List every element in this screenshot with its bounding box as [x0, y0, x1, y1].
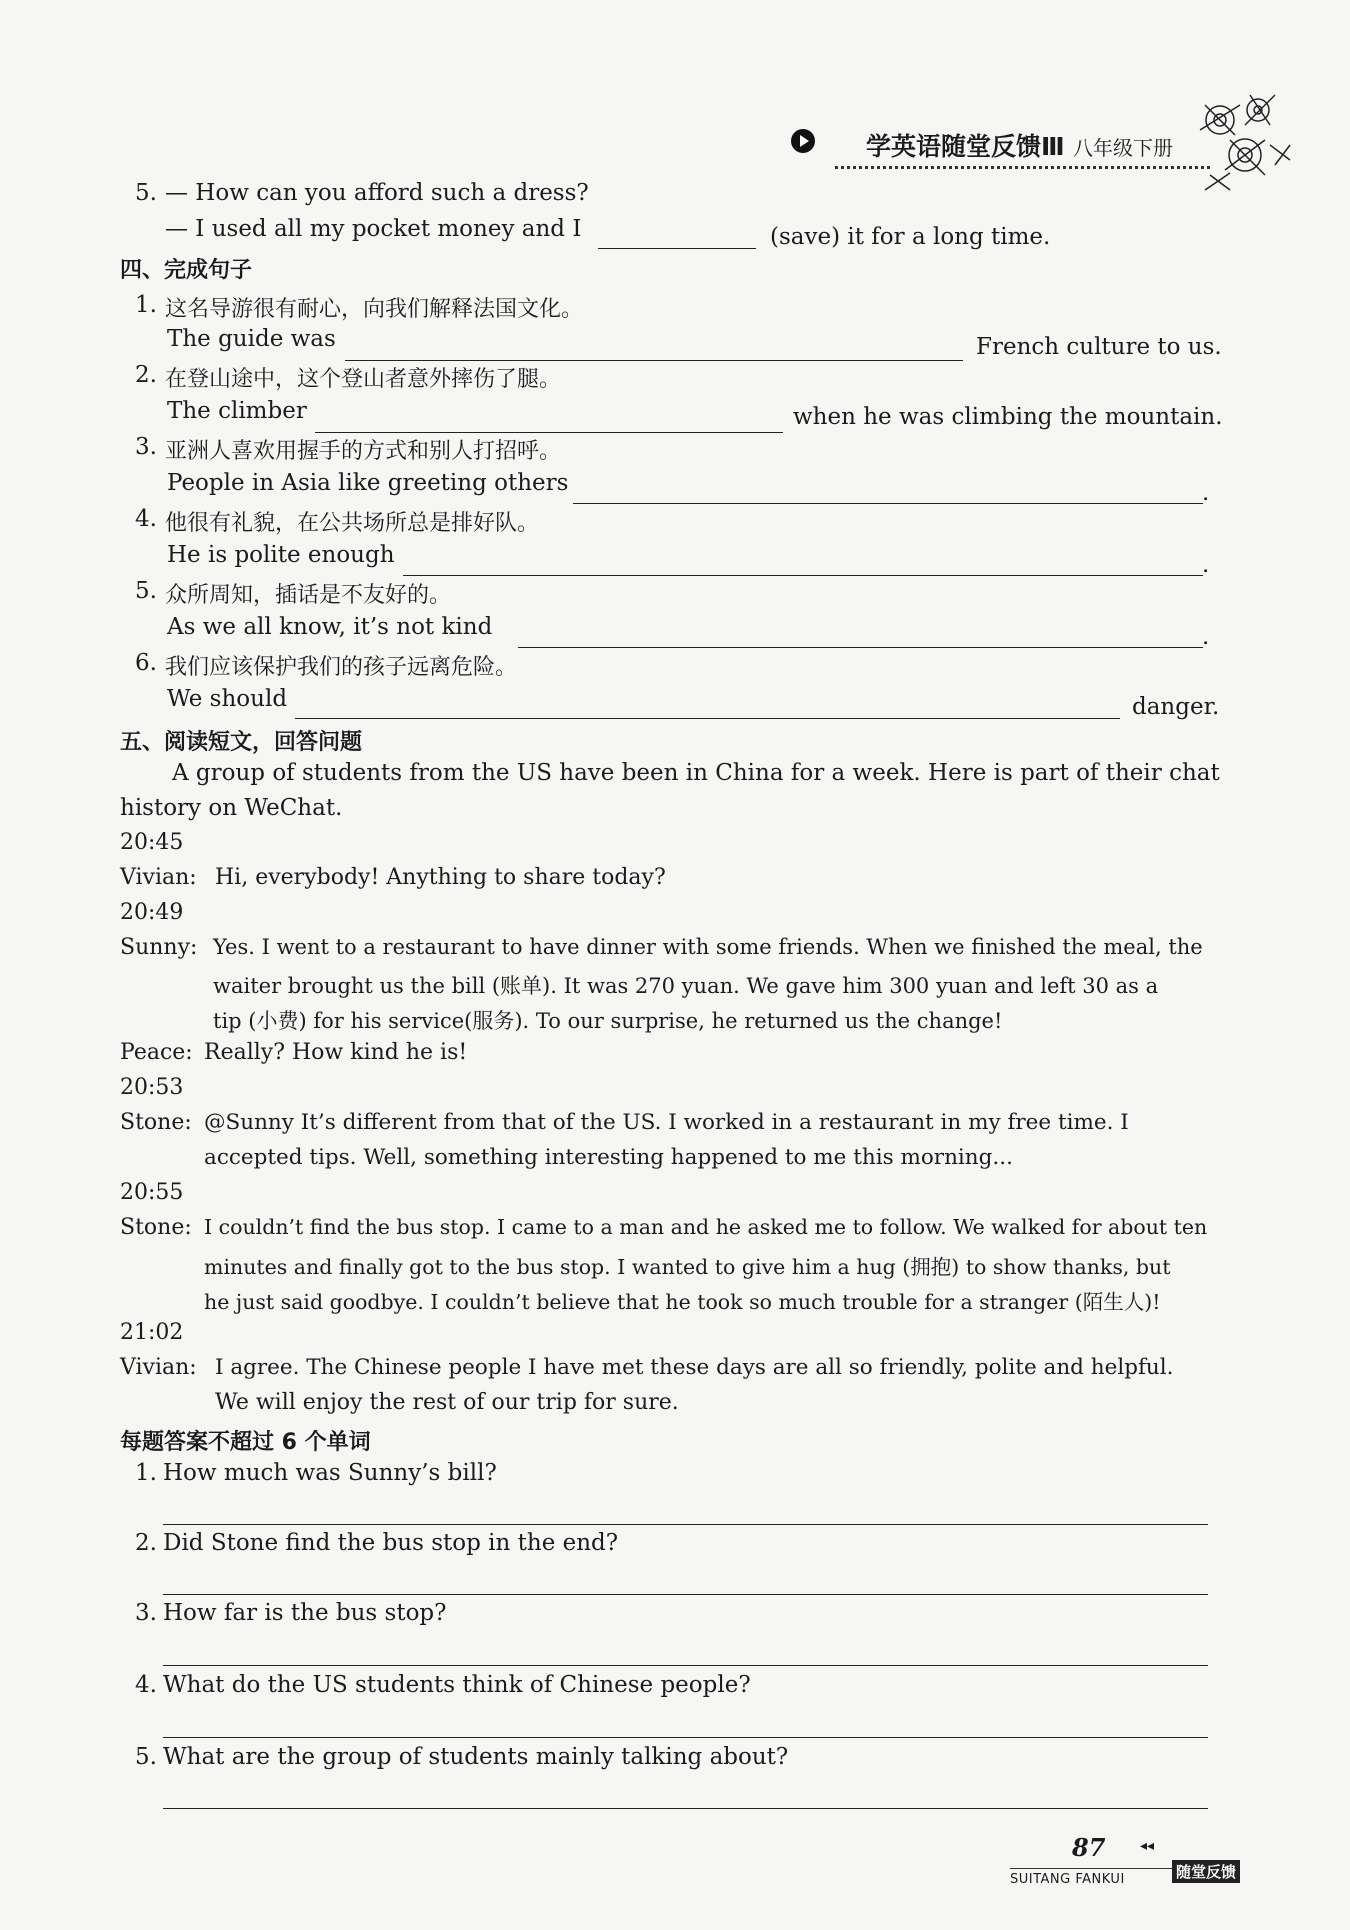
item-english-end: .: [1202, 480, 1210, 506]
chat-speaker: Vivian:: [120, 1355, 197, 1380]
chat-timestamp: 20:45: [120, 830, 184, 855]
item-number: 2.: [135, 362, 157, 388]
footer-brand-cn: 随堂反馈: [1172, 1860, 1240, 1883]
item-number: 3.: [135, 434, 157, 460]
chat-message-line: @Sunny It’s different from that of the US. I worked in a restaurant in my free time. I: [204, 1110, 1129, 1135]
item-number: 5.: [135, 578, 157, 604]
item-english-start: The guide was: [167, 326, 336, 352]
question-text: What are the group of students mainly talking about?: [163, 1744, 789, 1770]
item-chinese: 这名导游很有耐心，向我们解释法国文化。: [165, 297, 584, 322]
item-chinese: 在登山途中，这个登山者意外摔伤了腿。: [165, 367, 562, 392]
item-english-end: when he was climbing the mountain.: [793, 404, 1223, 430]
answer-blank[interactable]: [598, 248, 756, 249]
item-english-end: French culture to us.: [976, 334, 1222, 360]
chat-speaker: Stone:: [120, 1110, 192, 1135]
answer-blank[interactable]: [573, 503, 1203, 504]
item-chinese: 众所周知，插话是不友好的。: [165, 583, 452, 608]
answer-line[interactable]: [163, 1665, 1208, 1666]
question-text: How far is the bus stop?: [163, 1600, 447, 1626]
question-number: 5.: [135, 180, 157, 206]
question-answer-start: — I used all my pocket money and I: [165, 216, 582, 242]
chat-message-line: Really? How kind he is!: [204, 1040, 468, 1065]
question-prompt: — How can you afford such a dress?: [165, 180, 589, 206]
answer-blank[interactable]: [315, 432, 783, 433]
footer-brand-en: SUITANG FANKUI: [1010, 1872, 1125, 1887]
answer-instruction: 每题答案不超过 6 个单词: [120, 1430, 371, 1455]
chat-message-line: tip (小费) for his service(服务). To our surprise, he returned us the change!: [213, 1009, 1003, 1033]
item-number: 6.: [135, 650, 157, 676]
question-number: 2.: [135, 1530, 157, 1556]
chat-message-line: minutes and finally got to the bus stop. I wanted to give him a hug (拥抱) to show thanks, but: [204, 1255, 1171, 1279]
item-english-end: danger.: [1132, 694, 1220, 720]
item-chinese: 他很有礼貌，在公共场所总是排好队。: [165, 511, 540, 536]
answer-blank[interactable]: [295, 718, 1120, 719]
chat-speaker: Peace:: [120, 1040, 193, 1065]
item-english-start: He is polite enough: [167, 542, 395, 568]
question-text: How much was Sunny’s bill?: [163, 1460, 497, 1486]
header-series: 学英语随堂反馈Ⅲ: [866, 132, 1065, 161]
passage-intro-line-1: A group of students from the US have been in China for a week. Here is part of their chat: [172, 760, 1220, 786]
item-chinese: 我们应该保护我们的孩子远离危险。: [165, 655, 518, 680]
header-grade: 八年级下册: [1073, 136, 1173, 160]
chat-message-line: We will enjoy the rest of our trip for sure.: [215, 1390, 679, 1415]
item-number: 1.: [135, 292, 157, 318]
play-bullet-icon: [790, 128, 816, 154]
header-dotted-rule: [835, 166, 1210, 169]
answer-line[interactable]: [163, 1594, 1208, 1595]
flower-decoration-icon: [1190, 85, 1295, 200]
chat-message-line: accepted tips. Well, something interesting happened to me this morning...: [204, 1145, 1013, 1170]
chat-message-line: Hi, everybody! Anything to share today?: [215, 865, 666, 890]
chat-timestamp: 20:49: [120, 900, 184, 925]
answer-blank[interactable]: [345, 360, 963, 361]
section-5-title: 五、阅读短文，回答问题: [120, 730, 363, 755]
question-number: 4.: [135, 1672, 157, 1698]
answer-line[interactable]: [163, 1808, 1208, 1809]
chat-message-line: he just said goodbye. I couldn’t believe that he took so much trouble for a stranger (陌生人)!: [204, 1290, 1161, 1314]
answer-blank[interactable]: [518, 647, 1203, 648]
question-number: 3.: [135, 1600, 157, 1626]
question-answer-end: (save) it for a long time.: [770, 224, 1051, 250]
answer-blank[interactable]: [403, 575, 1203, 576]
arrow-left-icon: ◂◂: [1140, 1838, 1155, 1854]
page-number: 87: [1072, 1833, 1106, 1862]
chat-message-line: Yes. I went to a restaurant to have dinner with some friends. When we finished the meal, the: [213, 935, 1203, 959]
chat-timestamp: 20:53: [120, 1075, 184, 1100]
chat-message-line: waiter brought us the bill (账单). It was 270 yuan. We gave him 300 yuan and left 30 as a: [213, 974, 1159, 998]
item-number: 4.: [135, 506, 157, 532]
answer-line[interactable]: [163, 1524, 1208, 1525]
question-number: 1.: [135, 1460, 157, 1486]
item-english-end: .: [1202, 624, 1210, 650]
chat-speaker: Vivian:: [120, 865, 197, 890]
chat-speaker: Stone:: [120, 1215, 192, 1240]
question-number: 5.: [135, 1744, 157, 1770]
passage-intro-line-2: history on WeChat.: [120, 795, 343, 821]
item-english-end: .: [1202, 552, 1210, 578]
question-text: Did Stone find the bus stop in the end?: [163, 1530, 619, 1556]
chat-timestamp: 20:55: [120, 1180, 184, 1205]
chat-message-line: I agree. The Chinese people I have met these days are all so friendly, polite and helpful.: [215, 1355, 1174, 1380]
question-text: What do the US students think of Chinese people?: [163, 1672, 751, 1698]
chat-message-line: I couldn’t find the bus stop. I came to a man and he asked me to follow. We walked for about ten: [204, 1215, 1208, 1239]
item-english-start: We should: [167, 686, 288, 712]
item-english-start: The climber: [167, 398, 307, 424]
chat-speaker: Sunny:: [120, 935, 198, 960]
item-chinese: 亚洲人喜欢用握手的方式和别人打招呼。: [165, 439, 562, 464]
section-4-title: 四、完成句子: [120, 258, 253, 283]
answer-line[interactable]: [163, 1737, 1208, 1738]
item-english-start: As we all know, it’s not kind: [167, 614, 493, 640]
chat-timestamp: 21:02: [120, 1320, 184, 1345]
item-english-start: People in Asia like greeting others: [167, 470, 569, 496]
